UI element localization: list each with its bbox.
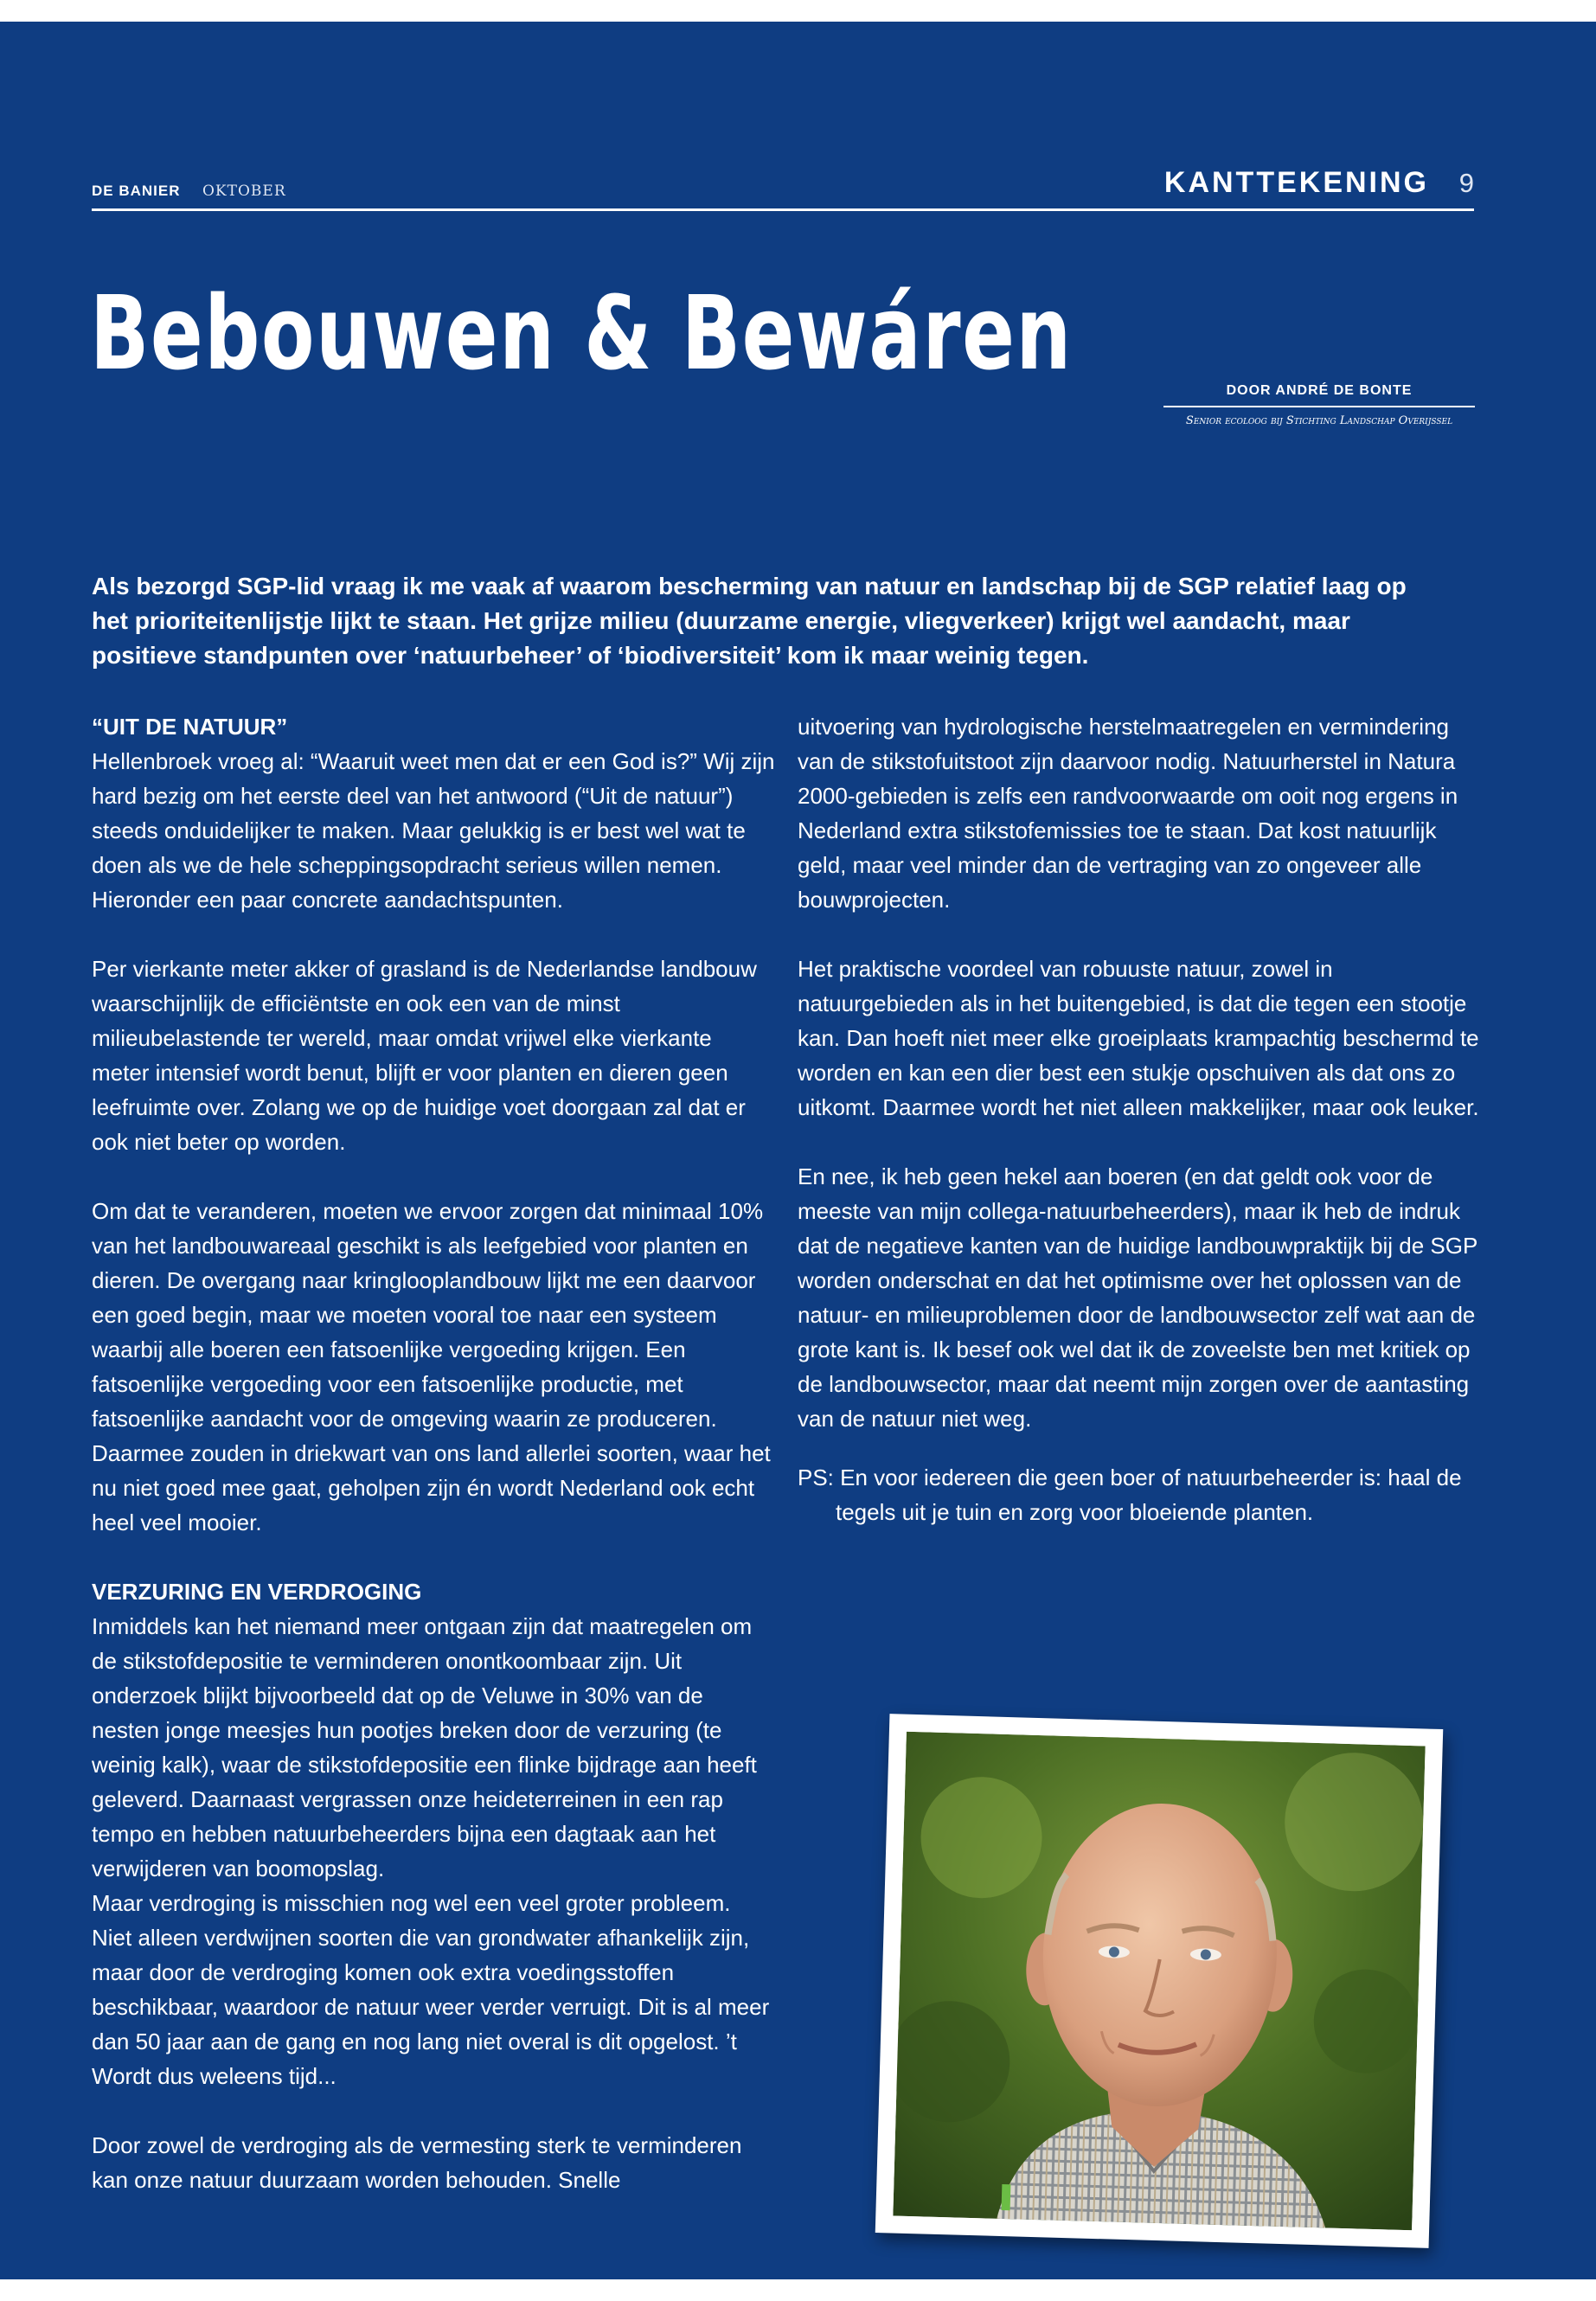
author-name: DOOR ANDRÉ DE BONTE (1163, 383, 1475, 407)
right-column (798, 709, 1481, 1529)
page-header (92, 143, 1474, 211)
paragraph-text: Per vierkante meter akker of grasland is de Nederlandse landbouw waarschijnlijk de efficiëntste en ook een van de minst milieubelastende ter wereld, maar omdat vrijwel elke vierkante meter intensief wordt benut, blijft er voor planten en dieren geen leefruimte over. Zolang we op de huidige voet doorgaan zal dat er ook niet beter op worden. (92, 956, 757, 1155)
article-intro: Als bezorgd SGP-lid vraag ik me vaak af waarom bescherming van natuur en landschap bij de SGP relatief laag op het prioriteitenlijstje lijkt te staan. Het grijze milieu (duurzame energie, vliegverkeer) krijgt wel aandacht, maar positieve standpunten over ‘natuurbeheer’ of ‘biodiversiteit’ kom ik maar weinig tegen. (92, 573, 1407, 669)
paragraph (798, 952, 1481, 1125)
paragraph-text: uitvoering van hydrologische herstelmaatregelen en vermindering van de stikstofuitstoot zijn daarvoor nodig. Natuurherstel in Natura 2000-gebieden is zelfs een randvoorwaarde om ooit nog ergens in Nederland extra stikstofemissies toe te staan. Dat kost natuurlijk geld, maar veel minder dan de vertraging van zo ongeveer alle bouwprojecten. (798, 714, 1458, 913)
subheading: VERZURING EN VERDROGING (92, 1579, 422, 1605)
paragraph-text: Inmiddels kan het niemand meer ontgaan zijn dat maatregelen om de stikstofdepositie te verminderen onontkoombaar zijn. Uit onderzoek blijkt bijvoorbeeld dat op de Veluwe in 30% van de nesten jonge meesjes hun pootjes breken door de verzuring (te weinig kalk), waar de stikstofdepositie een flinke bijdrage aan heeft geleverd. Daarnaast vergrassen onze heideterreinen in een rap tempo en hebben natuurbeheerders bijna een dagtaak aan het verwijderen van boomopslag. (92, 1613, 757, 1881)
paragraph-text: En nee, ik heb geen hekel aan boeren (en dat geldt ook voor de meeste van mijn collega-natuurbeheerders), maar ik heb de indruk dat de negatieve kanten van de huidige landbouwpraktijk bij de SGP worden onderschat en dat het optimisme over het oplossen van de natuur- en milieuproblemen door de landbouwsector zelf wat aan de grote kant is. Ik besef ook wel dat ik de zoveelste ben met kritiek op de landbouwsector, maar dat neemt mijn zorgen over de aantasting van de natuur niet weg. (798, 1163, 1477, 1432)
section-title: KANTTEKENING (1163, 166, 1429, 199)
paragraph (798, 1159, 1481, 1436)
page-number: 9 (1458, 168, 1474, 198)
postscript (798, 1460, 1481, 1529)
subheading: “UIT DE NATUUR” (92, 714, 288, 740)
portrait-image (893, 1732, 1425, 2231)
left-column (92, 709, 775, 2232)
paragraph-text: Om dat te veranderen, moeten we ervoor zorgen dat minimaal 10% van het landbouwareaal geschikt is als leefgebied voor planten en dieren. De overgang naar kringlooplandbouw lijkt me een daarvoor een goed begin, maar we moeten vooral toe naar een systeem waarbij alle boeren een fatsoenlijke vergoeding krijgen. Een fatsoenlijke vergoeding voor een fatsoenlijke productie, met fatsoenlijke aandacht voor de omgeving waarin ze produceren. Daarmee zouden in driekwart van ons land allerlei soorten, waar het nu niet goed mee gaat, geholpen zijn én wordt Nederland ook echt heel veel mooier. (92, 1198, 771, 1535)
paragraph (92, 2128, 775, 2197)
paragraph (92, 709, 775, 917)
paragraph-text: Door zowel de verdroging als de vermesting sterk te verminderen kan onze natuur duurzaam worden behouden. Snelle (92, 2132, 742, 2193)
publication-name: DE BANIER (92, 183, 181, 199)
paragraph (92, 1886, 775, 2093)
paragraph (92, 952, 775, 1159)
postscript-text: En voor iedereen die geen boer of natuurbeheerder is: haal de tegels uit je tuin en zorg voor bloeiende planten. (836, 1465, 1462, 1525)
paragraph-text: Maar verdroging is misschien nog wel een veel groter probleem. Niet alleen verdwijnen soorten die van grondwater afhankelijk zijn, maar door de verdroging komen ook extra voedingsstoffen beschikbaar, waardoor de natuur weer verder verruigt. Dit is al meer dan 50 jaar aan de gang en nog lang niet overal is dit opgelost. ’t Wordt dus weleens tijd... (92, 1890, 770, 2089)
article-title: Bebouwen & Bewáren (90, 273, 1073, 393)
paragraph-text: Hellenbroek vroeg al: “Waaruit weet men dat er een God is?” Wij zijn hard bezig om het eerste deel van het antwoord (“Uit de natuur”) steeds onduidelijker te maken. Maar gelukkig is er best wel wat te doen als we de hele scheppingsopdracht serieus willen nemen. Hieronder een paar concrete aandachtspunten. (92, 748, 775, 913)
paragraph-text: Het praktische voordeel van robuuste natuur, zowel in natuurgebieden als in het buitengebied, is dat die tegen een stootje kan. Dan hoeft niet meer elke groeiplaats krampachtig beschermd te worden en kan een dier best een stukje opschuiven als dat ons zo uitkomt. Daarmee wordt het niet alleen makkelijker, maar ook leuker. (798, 956, 1479, 1120)
paragraph (92, 1194, 775, 1540)
paragraph (92, 1574, 775, 1886)
postscript-label: PS: (798, 1465, 834, 1490)
article-page (0, 22, 1596, 2279)
publication-month: OKTOBER (202, 183, 286, 200)
byline (1163, 383, 1475, 427)
author-photo (875, 1714, 1444, 2248)
author-role: Senior ecoloog bij Stichting Landschap Overijssel (1185, 414, 1453, 427)
paragraph (798, 709, 1481, 917)
